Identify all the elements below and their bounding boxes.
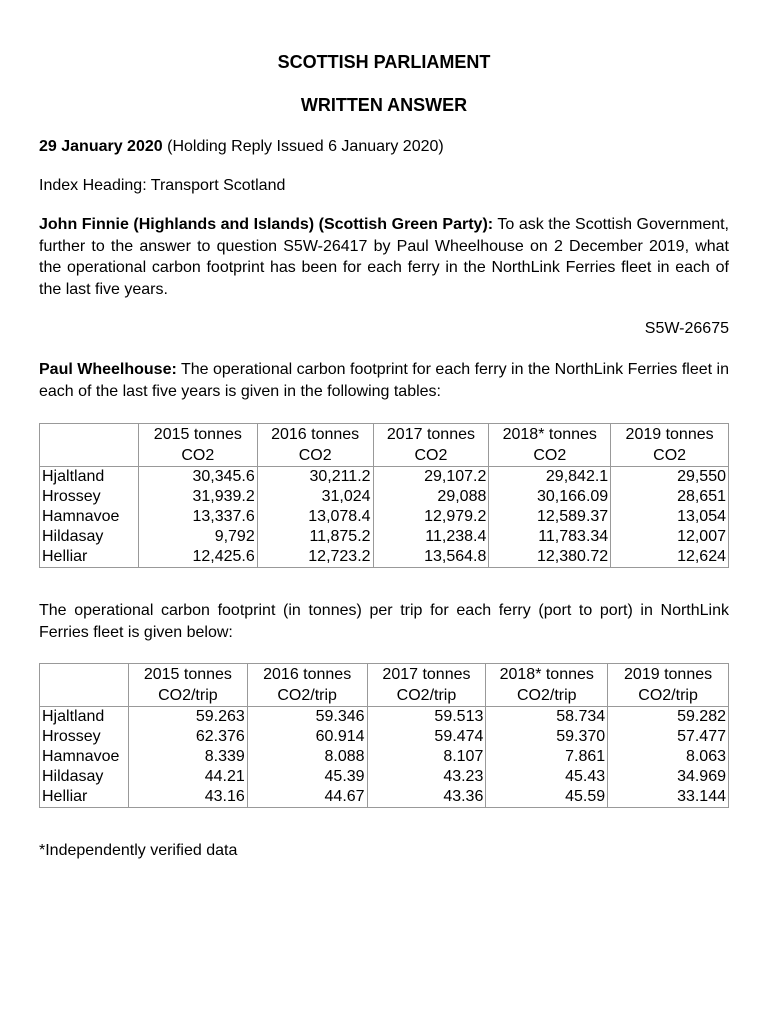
ferry-name-cell: Helliar [40,547,139,568]
table-row [40,467,729,488]
per-trip-intro: The operational carbon footprint (in tonnes) per trip for each ferry (port to port) in NorthLink Ferries fleet is given below: [39,602,729,641]
value-cell: 45.59 [486,787,608,808]
value-cell: 8.088 [247,747,367,767]
answer-paragraph [39,359,729,402]
value-cell: 43.16 [128,787,247,808]
value-cell: 12,979.2 [373,507,489,527]
table-header-row [40,664,729,707]
value-cell: 33.144 [608,787,729,808]
value-cell: 13,054 [611,507,729,527]
value-cell: 59.513 [367,707,486,728]
value-cell: 59.474 [367,727,486,747]
value-cell: 45.43 [486,767,608,787]
value-cell: 29,088 [373,487,489,507]
value-cell: 12,723.2 [257,547,373,568]
value-cell: 43.36 [367,787,486,808]
value-cell: 12,624 [611,547,729,568]
value-cell: 45.39 [247,767,367,787]
value-cell: 59.370 [486,727,608,747]
ferry-name-cell: Hjaltland [40,467,139,488]
value-cell: 28,651 [611,487,729,507]
ferry-name-cell: Hamnavoe [40,747,129,767]
value-cell: 11,238.4 [373,527,489,547]
value-cell: 11,783.34 [489,527,611,547]
value-cell: 30,166.09 [489,487,611,507]
value-cell: 44.67 [247,787,367,808]
value-cell: 34.969 [608,767,729,787]
value-cell: 30,211.2 [257,467,373,488]
table-row [40,747,729,767]
index-heading: Index Heading: Transport Scotland [39,177,286,194]
value-cell: 57.477 [608,727,729,747]
document-subtitle: WRITTEN ANSWER [300,95,468,115]
value-cell: 60.914 [247,727,367,747]
table-column-header: 2019 tonnes CO2/trip [608,664,729,707]
question-asker: John Finnie (Highlands and Islands) (Scottish Green Party): [39,216,494,233]
table-column-header: 2018* tonnes CO2/trip [486,664,608,707]
table-row [40,507,729,527]
table-column-header: 2016 tonnes CO2 [257,424,373,467]
table-row [40,767,729,787]
answer-text: The operational carbon footprint for each ferry in the NorthLink Ferries fleet in each of the last five years is given in the following tables: [39,361,729,400]
value-cell: 59.282 [608,707,729,728]
value-cell: 13,078.4 [257,507,373,527]
table-corner-cell [40,424,139,467]
value-cell: 8.063 [608,747,729,767]
ferry-name-cell: Hildasay [40,527,139,547]
table-column-header: 2017 tonnes CO2/trip [367,664,486,707]
carbon-per-trip-table [39,663,729,808]
value-cell: 31,939.2 [138,487,257,507]
table-column-header: 2015 tonnes CO2/trip [128,664,247,707]
table-column-header: 2017 tonnes CO2 [373,424,489,467]
value-cell: 59.263 [128,707,247,728]
table-row [40,727,729,747]
answer-answerer: Paul Wheelhouse: [39,361,177,378]
table-row [40,787,729,808]
value-cell: 29,107.2 [373,467,489,488]
carbon-footprint-table [39,423,729,568]
table-column-header: 2018* tonnes CO2 [489,424,611,467]
table-corner-cell [40,664,129,707]
value-cell: 29,550 [611,467,729,488]
value-cell: 62.376 [128,727,247,747]
table-column-header: 2019 tonnes CO2 [611,424,729,467]
value-cell: 11,875.2 [257,527,373,547]
value-cell: 30,345.6 [138,467,257,488]
question-paragraph [39,214,729,300]
ferry-name-cell: Hrossey [40,727,129,747]
footnote: *Independently verified data [39,842,238,859]
date-line [39,136,729,158]
value-cell: 58.734 [486,707,608,728]
table-row [40,527,729,547]
ferry-name-cell: Hamnavoe [40,507,139,527]
ferry-name-cell: Helliar [40,787,129,808]
value-cell: 59.346 [247,707,367,728]
value-cell: 12,425.6 [138,547,257,568]
ferry-name-cell: Hrossey [40,487,139,507]
ferry-name-cell: Hjaltland [40,707,129,728]
holding-reply-note: (Holding Reply Issued 6 January 2020) [167,138,444,155]
table-row [40,707,729,728]
value-cell: 12,380.72 [489,547,611,568]
value-cell: 7.861 [486,747,608,767]
value-cell: 29,842.1 [489,467,611,488]
answer-date: 29 January 2020 [39,138,163,155]
table-column-header: 2015 tonnes CO2 [138,424,257,467]
value-cell: 13,564.8 [373,547,489,568]
value-cell: 43.23 [367,767,486,787]
value-cell: 12,007 [611,527,729,547]
question-reference: S5W-26675 [644,320,729,337]
question-text: To ask the Scottish Government, further to the answer to question S5W-26417 by Paul Wheelhouse on 2 December 2019, what the operational carbon footprint has been for each ferry in the NorthLink Ferries fleet in each of the last five years. [39,216,730,298]
value-cell: 44.21 [128,767,247,787]
document-title: SCOTTISH PARLIAMENT [277,52,491,72]
table-header-row [40,424,729,467]
value-cell: 8.339 [128,747,247,767]
value-cell: 31,024 [257,487,373,507]
ferry-name-cell: Hildasay [40,767,129,787]
value-cell: 12,589.37 [489,507,611,527]
value-cell: 8.107 [367,747,486,767]
table-row [40,487,729,507]
value-cell: 9,792 [138,527,257,547]
table-row [40,547,729,568]
table-column-header: 2016 tonnes CO2/trip [247,664,367,707]
value-cell: 13,337.6 [138,507,257,527]
